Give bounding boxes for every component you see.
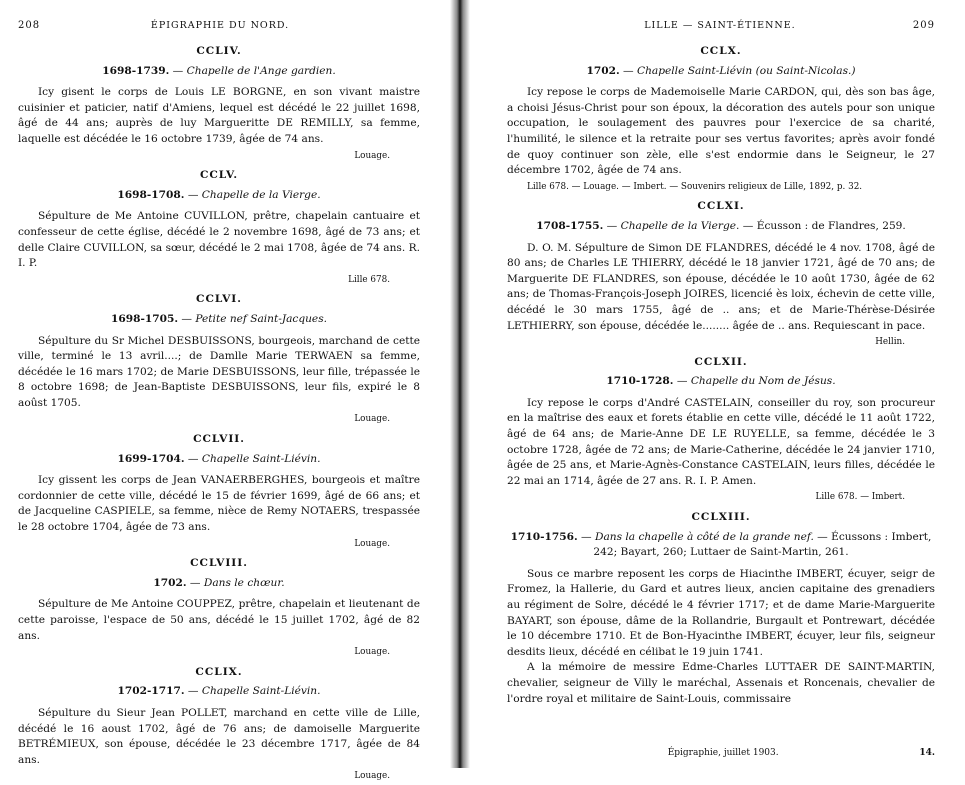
entry-number: CCLXII. — [694, 355, 748, 368]
entry-dash: — — [184, 685, 202, 698]
entry-text-continued: A la mémoire de messire Edme-Charles LUTTAER DE SAINT-MARTIN, chevalier, seigneur de Villy le maréchal, Assenais et Roncenais, chevalier de l'ordre royal et militaire de Saint-Louis, commissaire — [507, 661, 935, 705]
entry-place: Chapelle Saint-Liévin. — [201, 685, 321, 698]
entry-text: Sépulture de Me Antoine CUVILLON, prêtre, chapelain cantuaire et confesseur de cette église, décédé le 2 novembre 1698, âgé de 73 ans; et delle Claire CUVILLON, sa sœur, décédé le 2 mai 1708, âgée de 74 ans. R. I. P. — [18, 210, 420, 270]
entry-heading — [507, 374, 935, 390]
entry-number: CCLV. — [199, 169, 239, 182]
entry-text: Icy gissent les corps de Jean VANAERBERGHES, bourgeois et maître cordonnier de cette ville, décédé le 15 de février 1699, âgé de 66 ans; et de Jacqueline CASPIELE, sa femme, nièce de Remy NOTAERS, trespassée le 28 octobre 1704, âgée de 73 ans. — [18, 474, 420, 534]
entry-dash: — — [619, 64, 637, 77]
entry-suffix: — Écusson : de Flandres, 259. — [739, 219, 906, 232]
entry-number: CCLVIII. — [190, 557, 248, 570]
right-running-head — [507, 18, 935, 40]
book-gutter — [450, 0, 470, 768]
entry-heading — [18, 312, 420, 328]
entry-place: Chapelle Saint-Liévin (ou Saint-Nicolas.) — [637, 64, 856, 77]
entry-source: Louage. — [354, 414, 390, 425]
entry-number: CCLX. — [700, 45, 742, 57]
entry-text: Sépulture du Sr Michel DESBUISSONS, bourgeois, marchand de cette ville, terminé le 13 avril....; de Damlle Marie TERWAEN sa femme, décédée le 16 mars 1702; de Marie DESBUISSONS, leur fille, trépassée le 8 octobre 1698; de Jean-Baptiste DESBUISSONS, leur fils, expiré le 8 aoûst 1705. — [18, 334, 420, 409]
entry-number: CCLXI. — [697, 200, 745, 213]
entry-heading — [18, 452, 420, 468]
entry-heading — [18, 64, 420, 80]
entry-place: Petite nef Saint-Jacques. — [195, 312, 328, 325]
entry-source: Louage. — [354, 150, 390, 161]
entry-dash: — — [186, 576, 204, 589]
entry-place: Dans le chœur. — [203, 576, 285, 589]
entry-dates: 1710-1728. — [606, 375, 674, 388]
entry-place: Chapelle du Nom de Jésus. — [690, 375, 836, 388]
entry-dash: — — [603, 219, 621, 232]
entry-text: D. O. M. Sépulture de Simon DE FLANDRES, décédé le 4 nov. 1708, âgé de 80 ans; de Charles LE THIERRY, décédé le 18 janvier 1721, âgé de 70 ans; de Marguerite DE FLANDRES, son épouse, décédée le 10 août 1730, âgée de 62 ans; de Thomas-François-Joseph JOIRES, licencié ès loix, échevin de cette ville, décédé le 30 mars 1755, âgé de .. ans; et de Marie-Thérèse-Désirée LETHIERRY, son épouse, décédée le........ âgée de .. ans. Requiescant in pace. — [507, 241, 935, 332]
entry-text: Sépulture de Me Antoine COUPPEZ, prêtre, chapelain et lieutenant de cette paroisse, l'espace de 50 ans, décédé le 15 juillet 1702, âgé de 82 ans. — [18, 598, 420, 642]
entry-number: CCLXIII. — [691, 511, 751, 524]
entry-place: Chapelle Saint-Liévin. — [201, 452, 321, 465]
entry-heading — [18, 576, 420, 592]
entry-place: Chapelle de la Vierge. — [201, 188, 321, 201]
entry-dates: 1698-1708. — [117, 188, 185, 201]
entry-dash: — — [169, 64, 187, 77]
entry-source: Louage. — [354, 647, 390, 658]
left-entries — [18, 44, 420, 785]
right-footer — [507, 746, 935, 762]
entry-dates: 1699-1704. — [117, 452, 185, 465]
entry-suffix: — Écussons : Imbert, 242; Bayart, 260; Luttaer de Saint-Martin, 261. — [593, 530, 932, 559]
entry-dates: 1698-1739. — [102, 64, 170, 77]
left-running-head — [18, 18, 420, 40]
entry-number: CCLVII. — [193, 433, 245, 446]
entry-place: Chapelle de la Vierge. — [620, 219, 740, 232]
right-header-title: LILLE — SAINT-ÉTIENNE. — [644, 20, 796, 31]
entry-dates: 1710-1756. — [510, 530, 578, 543]
left-page-number: 208 — [18, 20, 41, 31]
entry-text: Sépulture du Sieur Jean POLLET, marchand en cette ville de Lille, décédé le 16 aoust 1702, âgé de 76 ans; de damoiselle Marguerite BETRÉMIEUX, son épouse, décédée le 23 décembre 1717, âgée de 84 ans. — [18, 706, 420, 766]
entry-dash: — — [184, 188, 202, 201]
entry-text: Sous ce marbre reposent les corps de Hiacinthe IMBERT, écuyer, seigr de Fromez, la Hallerie, du Gard et autres lieux, ancien capitaine des grenadiers au régiment de Solre, décédé le 4 février 1717; et de dame Marie-Marguerite BAYART, son épouse, dâme de la Rollandrie, Burgault et Pontrewart, décédée le 10 décembre 1710. Et de Bon-Hyacinthe IMBERT, écuyer, leur fils, seigneur desdits lieux, décédé en célibat le 19 juin 1741. — [507, 567, 935, 658]
entry-place: Chapelle de l'Ange gardien. — [186, 64, 336, 77]
entry-heading — [18, 684, 420, 700]
right-entries — [507, 44, 935, 707]
entry-text: Icy gisent le corps de Louis LE BORGNE, en son vivant maistre cuisinier et paticier, natif d'Amiens, lequel est décédé le 22 juillet 1698, âgé de 44 ans; auprès de luy Margueritte DE REMILLY, sa femme, laquelle est décédée le 16 octobre 1739, âgée de 74 ans. — [18, 86, 420, 145]
entry-heading — [507, 64, 935, 80]
entry-place: Dans la chapelle à côté de la grande nef. — [594, 530, 814, 543]
entry-text: Icy repose le corps d'André CASTELAIN, conseiller du roy, son procureur en la maîtrise des eaux et forets établie en cette ville, décédé le 11 août 1722, âgé de 64 ans; de Marie-Anne DE LE RUYELLE, sa femme, décédée le 3 octobre 1728, âgée de 72 ans; de Marie-Catherine, décédée le 24 janvier 1710, âgée de 25 ans, et Marie-Agnès-Constance CASTELAIN, leurs filles, décédée le 22 mai an 1714, âgée de 27 ans. R. I. P. Amen. — [507, 396, 935, 487]
entry-heading — [507, 219, 935, 235]
entry-number: CCLVI. — [196, 293, 242, 306]
entry-text: Icy repose le corps de Mademoiselle Marie CARDON, qui, dès son bas âge, a choisi Jésus-Christ pour son époux, la décoration des autels pour son unique occupation, le soulagement des pauvres pour l'exercice de sa charité, l'humilité, le silence et la retraite pour ses vertus favorites; après avoir fondé de quoy continuer son zèle, elle s'est endormie dans le Seigneur, le 27 décembre 1702, âgée de 74 ans. — [507, 86, 935, 177]
footer-sheet-number: 14. — [919, 748, 935, 759]
entry-dates: 1708-1755. — [536, 219, 604, 232]
entry-source: Lille 678. — Louage. — Imbert. — Souvenirs religieux de Lille, 1892, p. 32. — [527, 181, 863, 192]
entry-dates: 1698-1705. — [110, 312, 179, 325]
entry-source: Lille 678. — [348, 274, 390, 285]
right-page-number: 209 — [912, 20, 935, 31]
entry-number: CCLIV. — [196, 45, 242, 57]
entry-heading — [18, 188, 420, 204]
entry-source: Lille 678. — Imbert. — [815, 492, 905, 503]
entry-dates: 1702. — [586, 64, 620, 77]
entry-source: Louage. — [354, 771, 390, 782]
entry-dash: — — [178, 312, 196, 325]
entry-heading — [507, 530, 935, 561]
entry-dash: — — [577, 530, 595, 543]
entry-dates: 1702-1717. — [117, 685, 185, 698]
right-page — [507, 0, 935, 768]
entry-dates: 1702. — [153, 576, 187, 589]
entry-source: Hellin. — [875, 337, 905, 348]
footer-signature: Épigraphie, juillet 1903. — [667, 748, 779, 759]
entry-dash: — — [673, 375, 691, 388]
entry-dash: — — [184, 452, 202, 465]
left-header-title: ÉPIGRAPHIE DU NORD. — [150, 20, 290, 31]
entry-source: Louage. — [354, 538, 390, 549]
entry-number: CCLIX. — [195, 665, 243, 678]
left-page — [18, 0, 420, 782]
